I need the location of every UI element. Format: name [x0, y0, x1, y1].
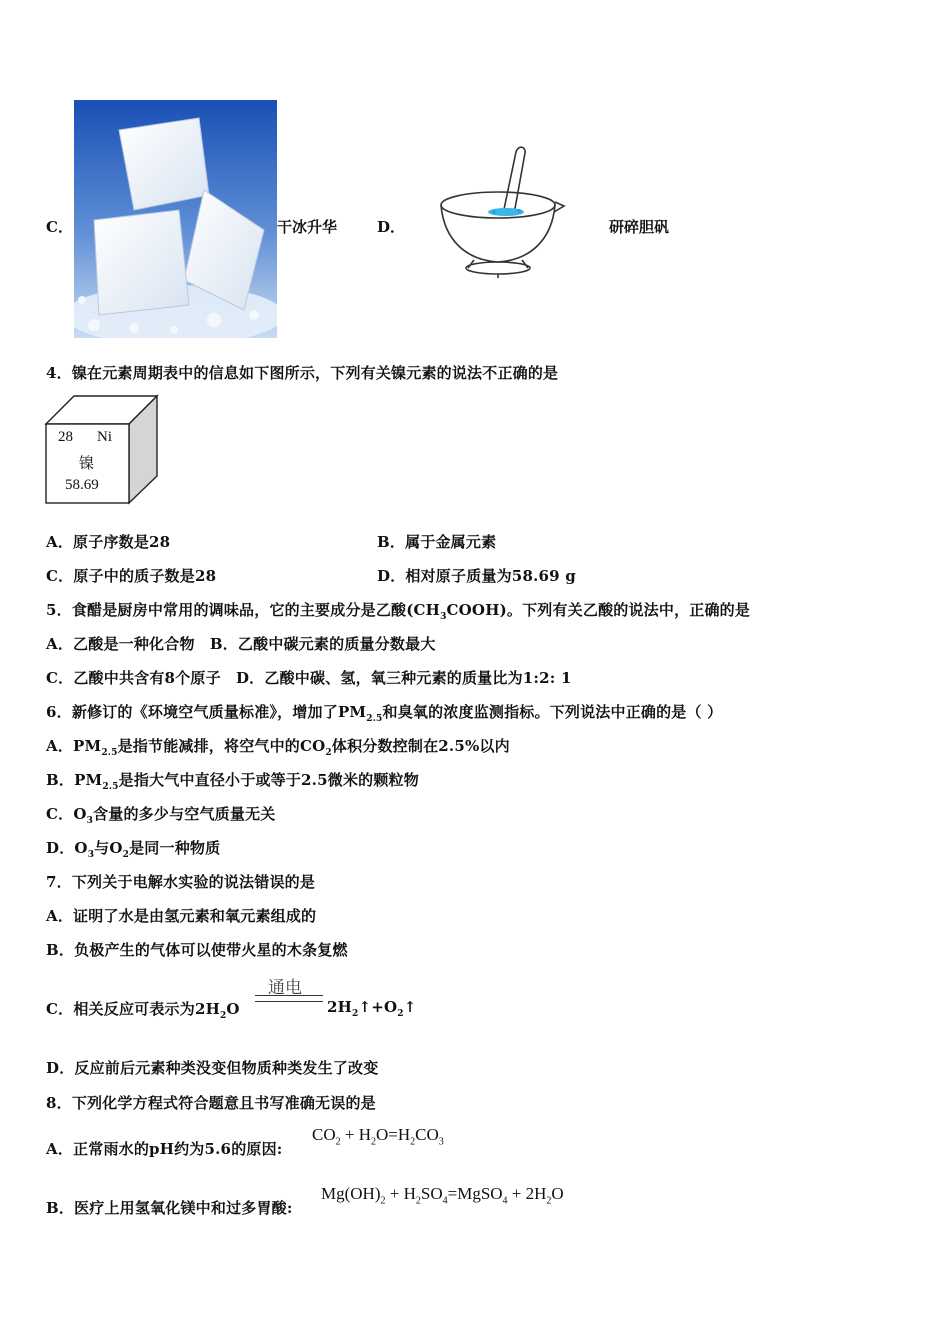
mortar-pestle-picture — [436, 140, 571, 285]
q6-b-text: B．PM — [46, 771, 103, 789]
option-d-caption: 研碎胆矾 — [609, 218, 670, 236]
q7-option-b: B．负极产生的气体可以使带火星的木条复燃 — [46, 941, 348, 959]
element-tile-frame — [44, 394, 160, 506]
q7-option-a: A．证明了水是由氢元素和氧元素组成的 — [46, 907, 317, 925]
q7-c-text-end: O — [226, 1000, 240, 1018]
q6-stem-subscript: 2.5 — [366, 714, 383, 724]
q7-products-text-mid: ↑+O — [358, 998, 398, 1016]
q6-a-text: A．PM — [46, 737, 102, 755]
q8-option-a-equation: $CO_2 + H_2O=H_2CO_3$ — [312, 1125, 444, 1148]
q5-stem-text-end: COOH)。下列有关乙酸的说法中，正确的是 — [446, 601, 751, 619]
q8-option-a-text: A．正常雨水的pH约为5.6的原因: — [46, 1140, 283, 1158]
q6-stem-text: 6．新修订的《环境空气质量标准》，增加了PM — [46, 703, 367, 721]
q7-products-text: 2H — [327, 998, 353, 1016]
q7-double-line — [255, 995, 323, 1002]
q6-b-text-end: 是指大气中直径小于或等于2.5微米的颗粒物 — [118, 771, 419, 789]
nickel-element-tile — [44, 394, 160, 506]
q5-stem-text: 5．食醋是厨房中常用的调味品，它的主要成分是乙酸(CH — [46, 601, 441, 619]
option-c-caption: 干冰升华 — [277, 218, 338, 236]
q7-c-text: C．相关反应可表示为2H — [46, 1000, 220, 1018]
q6-d-sub2: 2 — [122, 850, 130, 860]
q6-option-a — [46, 735, 510, 758]
dry-ice-picture — [74, 100, 277, 338]
q6-a-text-end: 体积分数控制在2.5%以内 — [331, 737, 510, 755]
q6-option-b — [46, 769, 419, 792]
q4-stem: 4．镍在元素周期表中的信息如下图所示，下列有关镍元素的说法不正确的是 — [46, 364, 559, 382]
q4-option-b: B．属于金属元素 — [377, 533, 497, 551]
q7-products-text-end: ↑ — [403, 998, 417, 1016]
q6-a-sub: 2.5 — [101, 748, 118, 758]
q5-stem-subscript: 3 — [440, 612, 447, 622]
q7-option-d: D．反应前后元素种类没变但物质种类发生了改变 — [46, 1059, 379, 1077]
q5-options-cd: C．乙酸中共含有8个原子 D．乙酸中碳、氢，氧三种元素的质量比为1:2: 1 — [46, 669, 572, 687]
dry-ice-image — [74, 100, 277, 338]
option-c-label: C． — [46, 218, 73, 236]
q4-option-d: D．相对原子质量为58.69 g — [377, 567, 576, 585]
q8-stem: 8．下列化学方程式符合题意且书写准确无误的是 — [46, 1094, 376, 1112]
q7-products-sub2: 2 — [397, 1009, 404, 1019]
option-d-label: D． — [377, 218, 406, 236]
q7-option-c — [46, 998, 240, 1021]
q6-stem-text-end: 和臭氧的浓度监测指标。下列说法中正确的是（ ） — [382, 703, 723, 721]
tile-element-name: 镍 — [79, 454, 95, 472]
q6-d-text: D．O — [46, 839, 88, 857]
q8-option-b-equation: $Mg(OH)_2$ + $H_2SO_4=MgSO_4 + 2H_2O$ — [321, 1184, 564, 1207]
q5-options-ab: A．乙酸是一种化合物 B．乙酸中碳元素的质量分数最大 — [46, 635, 436, 653]
q4-option-c: C．原子中的质子数是28 — [46, 567, 217, 585]
q7-products-sub: 2 — [352, 1009, 359, 1019]
q8-option-b-text: B．医疗上用氢氧化镁中和过多胃酸: — [46, 1199, 293, 1217]
q6-c-sub: 3 — [86, 816, 94, 826]
tile-symbol: Ni — [97, 429, 112, 445]
q6-a-sub2: 2 — [325, 748, 332, 758]
q6-c-text-end: 含量的多少与空气质量无关 — [93, 805, 276, 823]
q7-products — [327, 998, 417, 1019]
q4-option-a: A．原子序数是28 — [46, 533, 171, 551]
q7-reaction-condition: 通电 — [268, 978, 302, 998]
tile-atomic-mass: 58.69 — [65, 477, 99, 493]
q6-option-c — [46, 803, 275, 826]
q7-stem: 7．下列关于电解水实验的说法错误的是 — [46, 873, 316, 891]
q6-stem — [46, 701, 722, 724]
q6-d-text-end: 是同一种物质 — [129, 839, 221, 857]
mortar-image — [436, 140, 571, 285]
q6-d-sub: 3 — [87, 850, 95, 860]
q6-b-sub: 2.5 — [102, 782, 119, 792]
q6-option-d — [46, 837, 220, 860]
q5-stem — [46, 599, 750, 622]
q6-d-text-mid: 与O — [94, 839, 123, 857]
q6-c-text: C．O — [46, 805, 87, 823]
q6-a-text-mid: 是指节能减排，将空气中的CO — [117, 737, 326, 755]
tile-atomic-number: 28 — [58, 429, 73, 445]
q7-c-sub: 2 — [219, 1011, 227, 1021]
